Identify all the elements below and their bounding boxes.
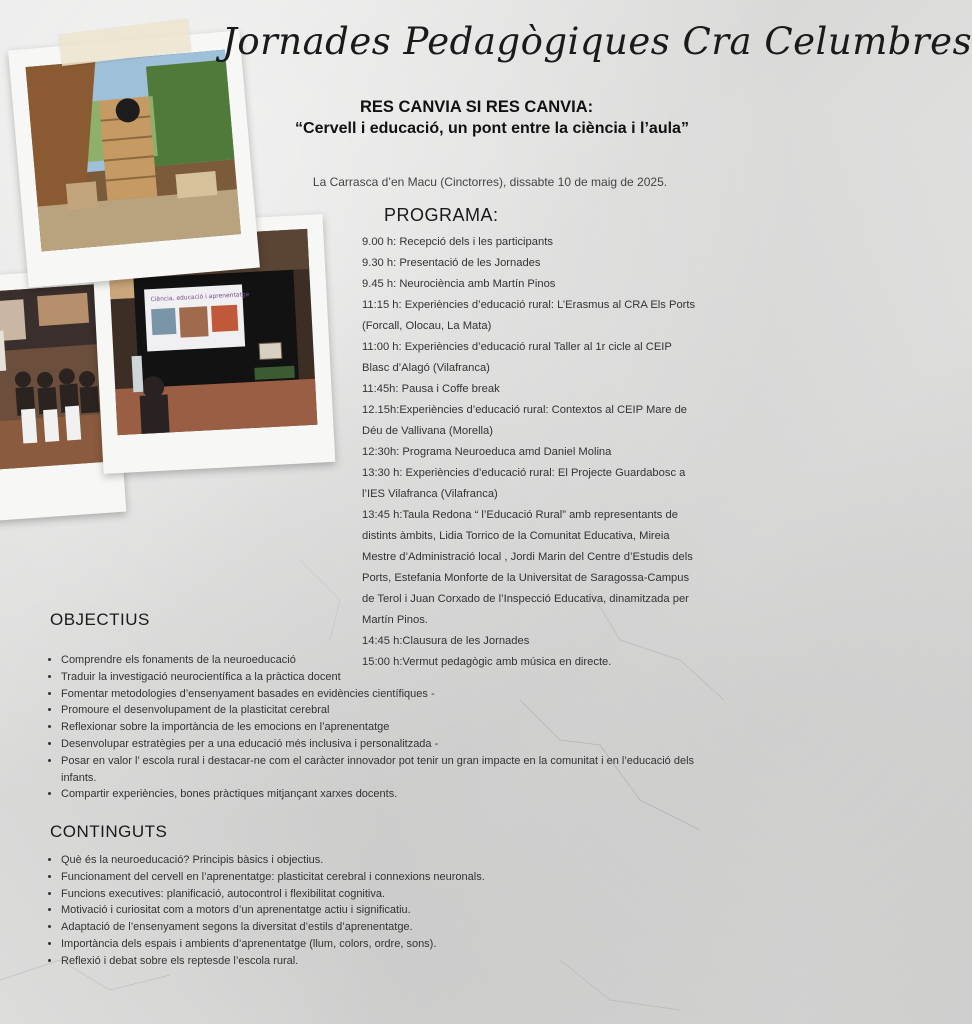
program-item: 13:45 h:Taula Redona “ l’Educació Rural” amb representants de distints àmbits, Lidia Torrico de la Comunitat Educativa, Mireia Mestre d’Administració local , Jordi Marin del Centre d’Estudis dels Ports, Estefania Monforte de la Universitat de Saragossa-Campus de Terol i Juan Corxado de l’Inspecció Educativa, dinamitzada per Martín Pinos. — [362, 509, 693, 626]
objective-item: • Promoure el desenvolupament de la plasticitat cerebral — [61, 702, 701, 719]
content-item: • Funcions executives: planificació, autocontrol i flexibilitat cognitiva. — [61, 886, 701, 903]
photo-audience — [0, 284, 109, 470]
program-item: 11:45h: Pausa i Coffe break — [362, 383, 500, 395]
content-item: • Motivació i curiositat com a motors d’un aprenentatge actiu i significatiu. — [61, 902, 701, 919]
content-item: • Funcionament del cervell en l’aprenentatge: plasticitat cerebral i connexions neuronals. — [61, 869, 701, 886]
program-list — [362, 232, 702, 673]
program-item: 9.45 h: Neurociència amb Martín Pinos — [362, 278, 556, 290]
program-item: 11:15 h: Experiències d’educació rural: L’Erasmus al CRA Els Ports (Forcall, Olocau, La Mata) — [362, 299, 696, 332]
objectives-list — [47, 652, 701, 803]
objective-item: • Fomentar metodologies d’ensenyament basades en evidències científiques - — [61, 686, 701, 703]
content-item: • Reflexió i debat sobre els reptesde l’escola rural. — [61, 953, 701, 970]
photo-outdoor-venue — [26, 50, 241, 252]
polaroid-outdoor-venue — [8, 30, 260, 287]
program-heading: PROGRAMA: — [384, 205, 499, 225]
objective-item: • Compartir experiències, bones pràctiques mitjançant xarxes docents. — [61, 786, 701, 803]
program-item: 15:00 h:Vermut pedagògic amb música en directe. — [362, 656, 612, 668]
event-location-date: La Carrasca d’en Macu (Cinctorres), dissabte 10 de maig de 2025. — [312, 175, 668, 189]
page-title: Jornades Pedagògiques Cra Celumbres — [222, 20, 972, 63]
subtitle-line-2: “Cervell i educació, un pont entre la ciència i l’aula” — [295, 120, 689, 137]
content-item: • Què és la neuroeducació? Principis bàsics i objectius. — [61, 852, 701, 869]
objectives-heading: OBJECTIUS — [50, 610, 150, 629]
objective-item: • Comprendre els fonaments de la neuroeducació — [61, 652, 351, 669]
program-item: 13:30 h: Experiències d’educació rural: El Projecte Guardabosc a l’IES Vilafranca (Vilafranca) — [362, 467, 686, 500]
content-item: • Adaptació de l’ensenyament segons la diversitat d’estils d’aprenentatge. — [61, 919, 701, 936]
subtitle-line-1: RES CANVIA SI RES CANVIA: — [360, 98, 594, 116]
content-item: • Importància dels espais i ambients d’aprenentatge (llum, colors, ordre, sons). — [61, 936, 701, 953]
objective-item: • Desenvolupar estratègies per a una educació més inclusiva i personalitzada - — [61, 736, 701, 753]
objective-item: • Reflexionar sobre la importància de les emocions en l’aprenentatge — [61, 719, 701, 736]
slide-caption: Ciència, educació i aprenentatge — [150, 291, 250, 304]
contents-list — [47, 852, 701, 970]
program-item: 12:30h: Programa Neuroeduca amd Daniel Molina — [362, 446, 612, 458]
program-item: 11:00 h: Experiències d’educació rural Taller al 1r cicle al CEIP Blasc d’Alagó (Vilafranca) — [362, 341, 672, 374]
program-item: 12.15h:Experiències d’educació rural: Contextos al CEIP Mare de Déu de Vallivana (Morella) — [362, 404, 688, 437]
program-item: 9.00 h: Recepció dels i les participants — [362, 236, 553, 248]
program-item: 9.30 h: Presentació de les Jornades — [362, 257, 541, 269]
program-item: 14:45 h:Clausura de les Jornades — [362, 635, 530, 647]
objective-item: • Posar en valor l’ escola rural i destacar-ne com el caràcter innovador pot tenir un gran impacte en la comunitat i en l’educació dels infants. — [61, 753, 701, 787]
contents-heading: CONTINGUTS — [50, 822, 168, 841]
objective-item: • Traduir la investigació neurocientífica a la pràctica docent — [61, 669, 701, 686]
